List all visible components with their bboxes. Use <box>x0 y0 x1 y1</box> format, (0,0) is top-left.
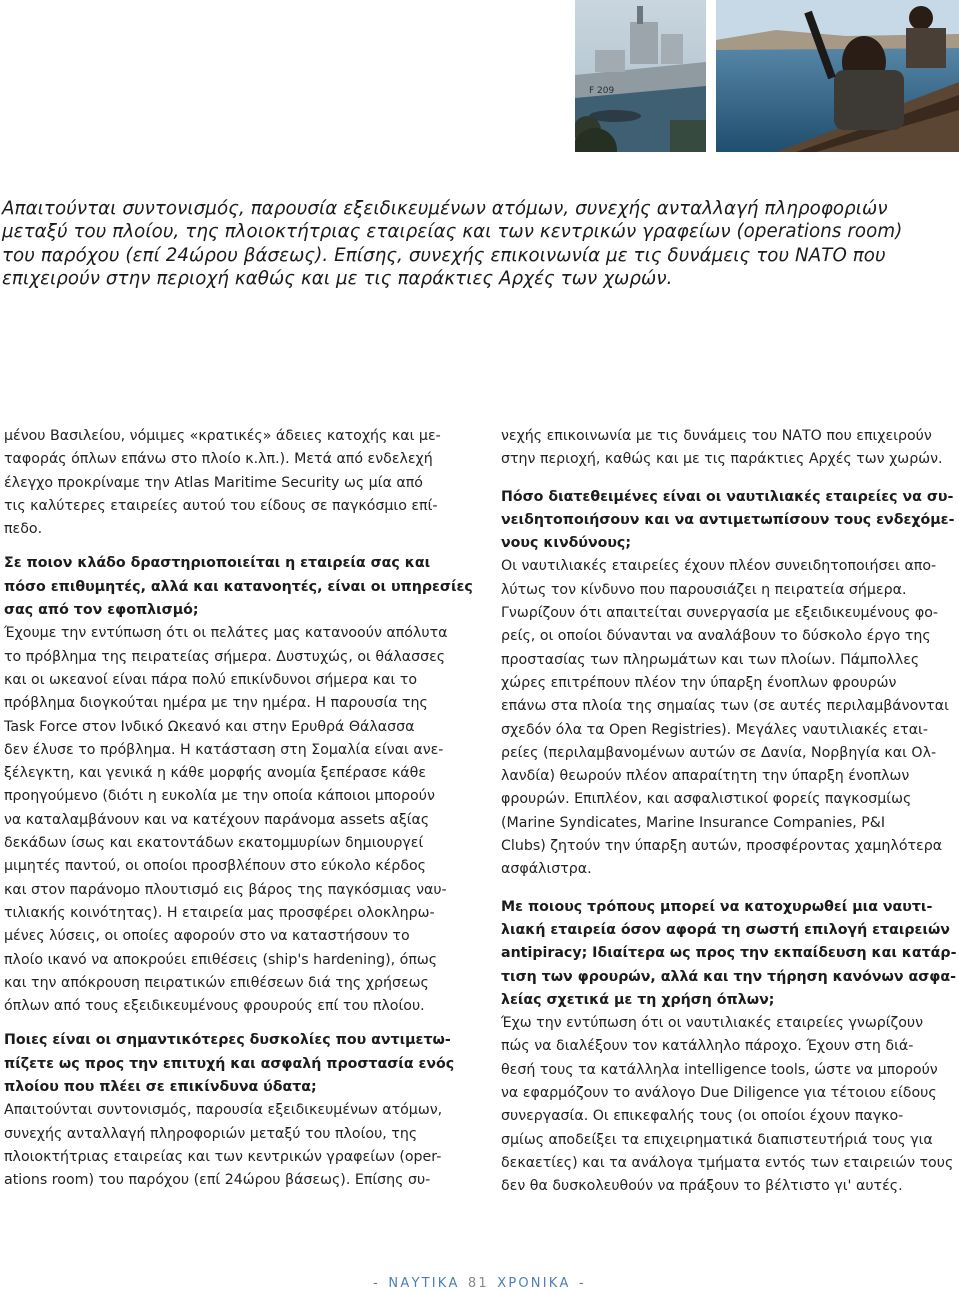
right-intro-paragraph <box>501 425 959 472</box>
text-line: επάνω στα πλοία της σημαίας των (σε αυτές περιλαμβάνονται <box>501 698 949 715</box>
text-line: ations room) του παρόχου (επί 24ώρου βάσεως). Επίσης συ- <box>4 1172 431 1189</box>
page-number: 81 <box>467 1276 489 1291</box>
text-line: Οι ναυτιλιακές εταιρείες έχουν πλέον συνειδητοποιήσει απο- <box>501 558 937 575</box>
text-line: δεν έλυσε το πρόβλημα. Η κατάσταση στη Σομαλία είναι ανε- <box>4 741 444 758</box>
text-line: Clubs) ζητούν την ύπαρξη αυτών, προσφέροντας χαμηλότερα <box>501 838 943 855</box>
text-line: Απαιτούνται συντονισμός, παρουσία εξειδικευμένων ατόμων, <box>4 1102 443 1119</box>
text-line: τιλιακής κοινότητας). Η εταιρεία μας προσφέρει ολοκληρω- <box>4 904 435 921</box>
question-line: τιση των φρουρών, αλλά και την τήρηση κανόνων ασφα- <box>501 968 957 985</box>
text-line: μένες λύσεις, οι οποίες αφορούν στο να καταστήσουν το <box>4 928 410 945</box>
question-heading <box>4 1029 462 1099</box>
text-line: λανδία) θεωρούν πλέον απαραίτητη την ύπαρξη ένοπλων <box>501 768 910 785</box>
text-line: πώς να διαλέξουν τον κατάλληλο πάροχο. Έχουν στη διά- <box>501 1038 914 1055</box>
magazine-name-part: ΝΑΥΤΙΚΑ <box>388 1276 460 1291</box>
question-line: Ποιες είναι οι σημαντικότερες δυσκολίες που αντιμετω- <box>4 1032 451 1049</box>
question-line: πίζετε ως προς την επιτυχή και ασφαλή προστασία ενός <box>4 1055 455 1072</box>
text-line: στην περιοχή, καθώς και με τις παράκτιες Αρχές των χωρών. <box>501 451 943 468</box>
text-line: μένου Βασιλείου, νόμιμες «κρατικές» άδειες κατοχής και με- <box>4 428 441 444</box>
question-heading <box>4 552 473 622</box>
text-line: νεχής επικοινωνία με τις δυνάμεις του ΝΑΤΟ που επιχειρούν <box>501 428 932 444</box>
question-heading <box>501 486 959 556</box>
question-line: antipiracy; Ιδιαίτερα ως προς την εκπαίδευση και κατάρ- <box>501 945 957 962</box>
text-line: πρόβλημα διογκούται ημέρα με την ημέρα. Η παρουσία της <box>4 695 428 712</box>
text-line: έλεγχο προκρίναμε την Atlas Maritime Security ως μία από <box>4 474 423 491</box>
text-line: χώρες επιτρέπουν πλέον την ύπαρξη ένοπλων φρουρών <box>501 674 897 691</box>
question-line: νους κινδύνους; <box>501 535 632 552</box>
text-line: δεκάδων ίσως και εκατοντάδων εκατομμυρίων δημιουργεί <box>4 835 424 852</box>
text-line: δεκαετίες) και τα ανάλογα τμήματα εντός των εταιρειών τους <box>501 1154 954 1171</box>
question-line: λείας σχετικά με τη χρήση όπλων; <box>501 991 775 1008</box>
text-line: συνεργασία. Οι επικεφαλής τους (οι οποίοι έχουν παγκο- <box>501 1108 904 1125</box>
question-line: Σε ποιον κλάδο δραστηριοποιείται η εταιρεία σας και <box>4 555 431 572</box>
pull-quote <box>2 197 957 290</box>
magazine-name-part: ΧΡΟΝΙΚΑ <box>497 1276 571 1291</box>
text-line: να καταλαμβάνουν και να κατέχουν παράνομα assets αξίας <box>4 811 430 828</box>
text-line: ξέλεγκτη, και γενικά η κάθε μορφής ανομία ξεπέρασε κάθε <box>4 765 426 782</box>
question-line: Πόσο διατεθειμένες είναι οι ναυτιλιακές εταιρείες να συ- <box>501 488 954 505</box>
text-line: τις καλύτερες εταιρείες αυτού του είδους σε παγκόσμιο επί- <box>4 497 438 514</box>
text-line: (Marine Syndicates, Marine Insurance Companies, P&I <box>501 814 886 831</box>
left-intro-paragraph <box>4 425 462 541</box>
left-column <box>4 425 473 1193</box>
text-line: Γνωρίζουν ότι απαιτείται συνεργασία με εξειδικευμένους φο- <box>501 605 939 622</box>
text-line: ταφοράς όπλων επάνω στο πλοίο κ.λπ.). Μετά από ενδελεχή <box>4 451 433 468</box>
text-line: και στον παράνομο πλουτισμό εις βάρος της παγκόσμιας ναυ- <box>4 881 447 898</box>
text-line: ρείς, οι οποίοι δύνανται να αναλάβουν το δύσκολο έργο της <box>501 628 931 645</box>
question-heading <box>501 896 959 1012</box>
text-line: Task Force στον Ινδικό Ωκεανό και στην Ερυθρά Θάλασσα <box>4 718 415 735</box>
text-line: δεν θα δυσκολευθούν να πράξουν το βέλτιστο γι' αυτές. <box>501 1178 903 1195</box>
text-line: όπλων από τους εξειδικευμένους φρουρούς επί του πλοίου. <box>4 998 425 1015</box>
answer-paragraph <box>501 1012 959 1198</box>
question-line: Με ποιους τρόπους μπορεί να κατοχυρωθεί μια ναυτι- <box>501 898 933 915</box>
text-line: σχεδόν όλα τα Open Registries). Μεγάλες ναυτιλιακές εται- <box>501 721 928 738</box>
text-line: ασφάλιστρα. <box>501 861 592 878</box>
text-line: πεδο. <box>4 521 43 538</box>
warship-photo <box>575 0 706 152</box>
question-line: νειδητοποιήσουν και να αντιμετωπίσουν τους ενδεχόμε- <box>501 511 955 528</box>
text-line: φρουρών. Επιπλέον, και ασφαλιστικοί φορείς παγκοσμίως <box>501 791 912 808</box>
text-line: λύτως τον κίνδυνο που παρουσιάζει η πειρατεία σήμερα. <box>501 581 907 598</box>
text-line: Έχουμε την εντύπωση ότι οι πελάτες μας κατανοούν απόλυτα <box>4 625 448 642</box>
answer-paragraph <box>4 622 462 1018</box>
answer-paragraph <box>501 555 959 881</box>
text-line: το πρόβλημα της πειρατείας σήμερα. Δυστυχώς, οι θάλασσες <box>4 648 446 665</box>
armed-pirates-photo <box>716 0 959 152</box>
pull-quote-line: Απαιτούνται συντονισμός, παρουσία εξειδικευμένων ατόμων, συνεχής ανταλλαγή πληροφοριών <box>2 198 888 219</box>
text-line: προηγούμενο (διότι η ευκολία με την οποία κάποιοι μπορούν <box>4 788 435 805</box>
text-line: και την απόκρουση πειρατικών επιθέσεων διά της χρήσεως <box>4 974 429 991</box>
text-line: πλοιοκτήτριας εταιρείας και των κεντρικών γραφείων (oper- <box>4 1148 442 1165</box>
pull-quote-line: επιχειρούν στην περιοχή καθώς και με τις παράκτιες Αρχές των χωρών. <box>2 267 673 289</box>
answer-paragraph <box>4 1099 462 1192</box>
footer-dash: - <box>373 1276 381 1291</box>
text-line: να εφαρμόζουν το ανάλογο Due Diligence για τέτοιου είδους <box>501 1085 937 1102</box>
text-line: μιμητές παντού, οι οποίοι προσβλέπουν στο εύκολο κέρδος <box>4 858 427 875</box>
pull-quote-line: μεταξύ του πλοίου, της πλοιοκτήτριας εταιρείας και των κεντρικών γραφείων (operations room) <box>2 221 903 243</box>
question-line: πλοίου που πλέει σε επικίνδυνα ύδατα; <box>4 1079 317 1096</box>
text-line: σμίως αποδείξει τα επιχειρηματικά διαπιστευτήριά τους για <box>501 1131 933 1148</box>
hull-number: F 209 <box>589 86 615 96</box>
text-line: και οι ωκεανοί είναι πάρα πολύ επικίνδυνοι σήμερα και το <box>4 671 418 688</box>
text-line: ρείες (περιλαμβανομένων αυτών σε Δανία, Νορβηγία και Ολ- <box>501 744 937 761</box>
footer-dash: - <box>578 1276 586 1291</box>
text-line: Έχω την εντύπωση ότι οι ναυτιλιακές εταιρείες γνωρίζουν <box>501 1015 924 1032</box>
text-line: συνεχής ανταλλαγή πληροφοριών μεταξύ του πλοίου, της <box>4 1125 418 1142</box>
text-line: προστασίας των πληρωμάτων και των πλοίων. Πάμπολλες <box>501 651 920 668</box>
page-footer <box>0 1276 959 1291</box>
text-line: θεσή τους τα κατάλληλα intelligence tools, ώστε να μπορούν <box>501 1061 938 1078</box>
question-line: σας από τον εφοπλισμό; <box>4 602 199 619</box>
question-line: λιακή εταιρεία όσον αφορά τη σωστή επιλογή εταιρειών <box>501 921 950 938</box>
question-line: πόσο επιθυμητές, αλλά και κατανοητές, είναι οι υπηρεσίες <box>4 578 473 595</box>
right-column <box>501 425 959 1199</box>
pull-quote-line: του παρόχου (επί 24ώρου βάσεως). Επίσης, συνεχής επικοινωνία με τις δυνάμεις του ΝΑΤΟ που <box>2 244 886 266</box>
text-line: πλοίο ικανό να αποκρούει επιθέσεις (ship's hardening), όπως <box>4 951 438 968</box>
